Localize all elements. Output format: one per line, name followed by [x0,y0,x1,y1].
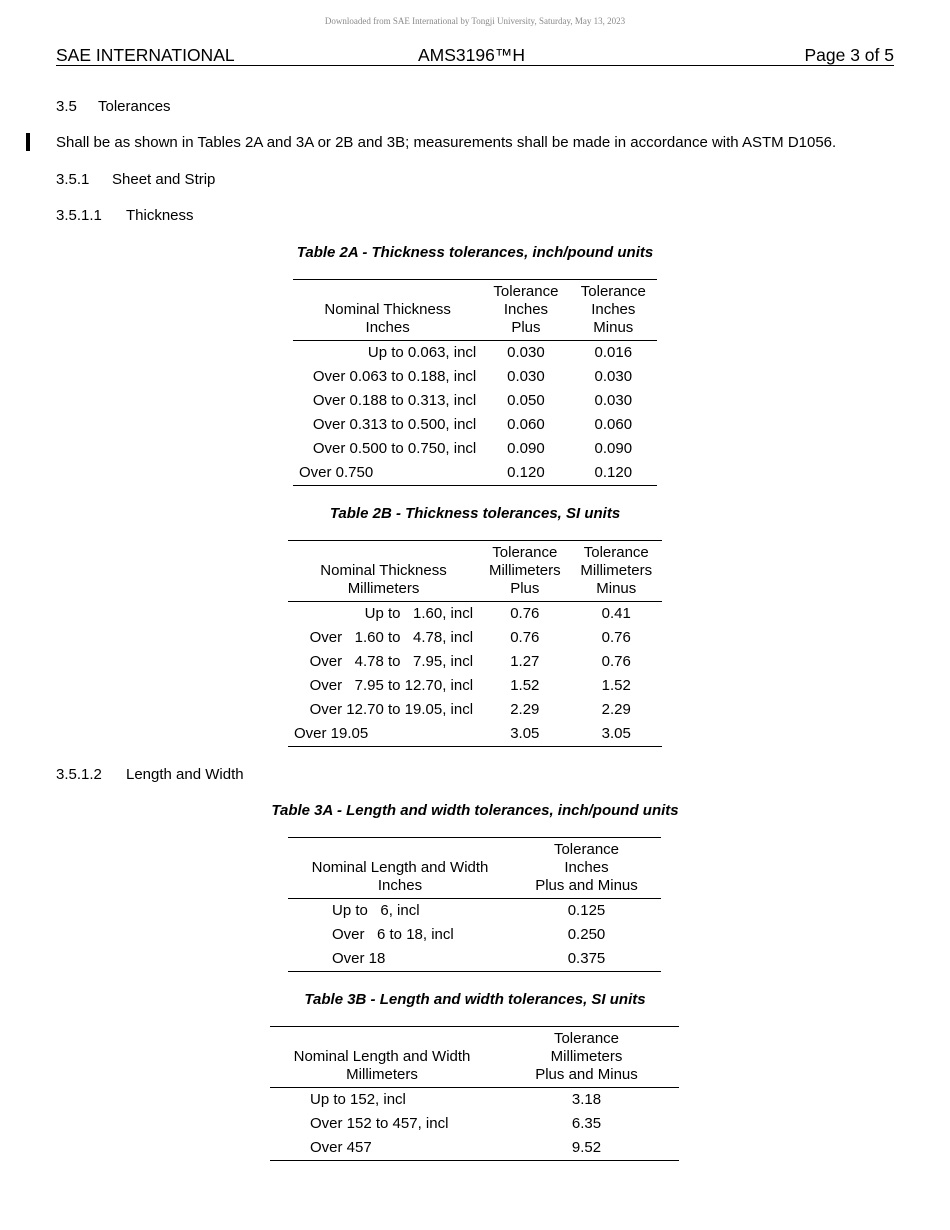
section-3-5-text: Shall be as shown in Tables 2A and 3A or 2B and 3B; measurements shall be made in accordance with ASTM D1056. [56,134,837,151]
change-bar [26,133,30,151]
section-3-5-heading [56,98,171,115]
table-header-cell: Tolerance Inches Plus [482,280,569,341]
section-number: 3.5.1.2 [56,766,102,783]
table-row: Up to 152, incl 3.18 [310,1091,602,1108]
section-number: 3.5 [56,98,77,115]
table-row: Up to 0.063, incl 0.030 0.016 [367,344,633,361]
section-3-5-1-2-heading [56,766,244,783]
table-row: Over 457 9.52 [270,1136,679,1161]
table-3b-title: Table 3B - Length and width tolerances, SI units [304,991,646,1008]
table-header-cell: Tolerance Inches Plus and Minus [512,838,661,899]
table-header-cell: Nominal Length and Width Millimeters [270,1027,494,1088]
table-row: Over 152 to 457, incl 6.35 [310,1115,602,1132]
table-row: Over 0.188 to 0.313, incl 0.050 0.030 [312,392,633,409]
table-row: Over 0.500 to 0.750, incl 0.090 0.090 [312,440,633,457]
table-header-cell: Tolerance Millimeters Minus [571,541,662,602]
table-row: Over 7.95 to 12.70, incl 1.52 1.52 [309,677,631,694]
table-row: Over 18 0.375 [288,947,661,972]
table-header-cell: Tolerance Millimeters Plus [479,541,570,602]
table-header-cell: Tolerance Inches Minus [570,280,657,341]
header-page-number: Page 3 of 5 [804,45,894,65]
download-note: Downloaded from SAE International by Tongji University, Saturday, May 13, 2023 [324,16,626,26]
table-header-cell: Nominal Thickness Millimeters [288,541,479,602]
table-3a [288,837,661,972]
section-title: Thickness [126,207,194,224]
table-3a-title: Table 3A - Length and width tolerances, inch/pound units [271,802,679,819]
table-row: Over 0.313 to 0.500, incl 0.060 0.060 [312,416,633,433]
table-2a [293,279,657,486]
table-header-cell: Tolerance Millimeters Plus and Minus [494,1027,679,1088]
table-row: Over 0.063 to 0.188, incl 0.030 0.030 [312,368,633,385]
table-row: Over 0.750 0.120 0.120 [293,461,657,486]
table-2b-title: Table 2B - Thickness tolerances, SI units [329,505,621,522]
section-title: Length and Width [126,766,244,783]
page-header [56,45,894,66]
table-header-cell: Nominal Thickness Inches [293,280,482,341]
table-row: Up to 1.60, incl 0.76 0.41 [364,605,631,622]
table-2b [288,540,662,747]
table-row: Over 12.70 to 19.05, incl 2.29 2.29 [309,701,631,718]
table-row: Over 1.60 to 4.78, incl 0.76 0.76 [309,629,631,646]
table-row: Over 19.05 3.05 3.05 [288,722,662,747]
section-title: Sheet and Strip [112,171,216,188]
section-number: 3.5.1.1 [56,207,102,224]
section-3-5-1-1-heading [56,207,194,224]
section-3-5-1-heading [56,171,215,188]
table-2a-title: Table 2A - Thickness tolerances, inch/pound units [296,244,654,261]
table-header-cell: Nominal Length and Width Inches [288,838,512,899]
table-row: Over 6 to 18, incl 0.250 [332,926,606,943]
header-doc-number: AMS3196™H [418,45,525,65]
header-org: SAE INTERNATIONAL [56,45,235,65]
table-row: Up to 6, incl 0.125 [332,902,606,919]
section-number: 3.5.1 [56,171,90,188]
section-title: Tolerances [98,98,171,115]
table-3b [270,1026,679,1161]
table-row: Over 4.78 to 7.95, incl 1.27 0.76 [309,653,631,670]
